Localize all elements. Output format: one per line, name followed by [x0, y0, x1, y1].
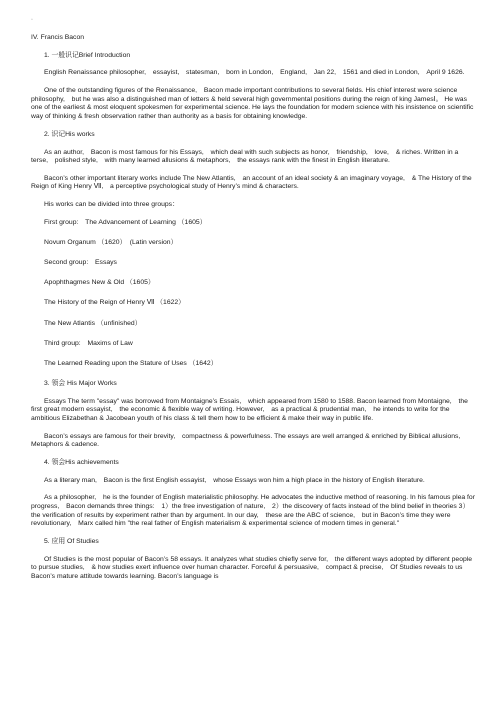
paragraph: Bacon’s essays are famous for their brevity, compactness & powerfulness. The essays are well arranged & enriched by Biblical allusions, Metaphors & cadence.: [31, 432, 468, 449]
work-list-item: The History of the Reign of Henry Ⅶ （1622）: [44, 299, 185, 307]
subheading: 5. 应用 Of Studies: [44, 538, 99, 546]
paragraph: Essays The term "essay" was borrowed from Montaigne’s Essais, which appeared from 1580 to 1588. Bacon learned from Montaigne, the first great modern essayist, the economic & flexible way of writing. However, as a practical & prudential man, he intends to write for the ambitious Elizabethan & Jacobean youth of his class & tell them how to be efficient & make their way in public life.: [31, 397, 468, 422]
work-list-item: Second group: Essays: [44, 259, 117, 267]
paragraph: One of the outstanding figures of the Renaissance, Bacon made important contributions to several fields. His chief interest were science philosophy, but he was also a distinguished man of letters & held several high governmental positions during the reign of king JamesⅠ。 He was one of the earliest & most eloquent spokesmen for experimental science. He lays the foundation for modern science with his insistence on scientific way of thinking & fresh observation rather than authority as a basis for obtaining knowledge.: [31, 87, 474, 120]
paragraph: As a literary man, Bacon is the first English essayist, whose Essays won him a high place in the history of English literature.: [44, 476, 425, 484]
work-list-item: The Learned Reading upon the Stature of Uses （1642）: [44, 359, 218, 367]
document-page: [31, 16, 476, 591]
work-list-item: The New Atlantis （unfinished）: [44, 319, 142, 327]
paragraph: As a philosopher, he is the founder of English materialistic philosophy. He advocates the inductive method of reasoning. In his famous plea for progress, Bacon demands three things: 1）the free investigation of nature, 2）the discovery of facts instead of the blind belief in theories 3）the verification of results by experiment rather than by argument. In our day, these are the ABC of science, but in Bacon’s time they were revolutionary, Marx called him "the real father of English materialism & experimental science of modern times in general.": [31, 494, 475, 528]
subheading: 1. 一般识记Brief Introduction: [44, 51, 131, 59]
work-list-item: Apophthagmes New & Old （1605）: [44, 279, 155, 287]
paragraph: As an author, Bacon is most famous for his Essays, which deal with such subjects as honor, friendship, love, & riches. Written in a terse, polished style, with many learned allusions & metaphors, the essays rank with the finest in English literature.: [31, 148, 459, 165]
document-body: [31, 52, 476, 582]
bullet-marker: ▫: [31, 17, 33, 23]
subheading: 3. 领会 His Major Works: [44, 379, 117, 387]
paragraph: Of Studies is the most popular of Bacon’s 58 essays. It analyzes what studies chiefly serve for, the different ways adopted by different people to pursue studies, & how studies exert influence over human character. Forceful & persuasive, compact & precise, Of Studies reveals to us Bacon’s mature attitude towards learning. Bacon’s language is: [31, 555, 473, 580]
subheading: His works can be divided into three groups：: [44, 201, 179, 209]
subheading: 2. 识记His works: [44, 130, 95, 138]
paragraph: English Renaissance philosopher, essayist, statesman, born in London, England, Jan 22, 1561 and died in London, April 9 1626.: [44, 69, 465, 77]
work-list-item: First group: The Advancement of Learning （1605）: [44, 219, 207, 227]
section-title: IV. Francis Bacon: [31, 34, 85, 41]
work-list-item: Novum Organum （1620） (Latin version）: [44, 239, 178, 247]
subheading: 4. 领会His achievements: [44, 458, 119, 466]
work-list-item: Third group: Maxims of Law: [44, 339, 133, 347]
paragraph: Bacon’s other important literary works include The New Atlantis, an account of an ideal society & an imaginary voyage, & The History of the Reign of King Henry Ⅶ, a perceptive psychological study of Henry’s mind & characters.: [31, 174, 472, 191]
